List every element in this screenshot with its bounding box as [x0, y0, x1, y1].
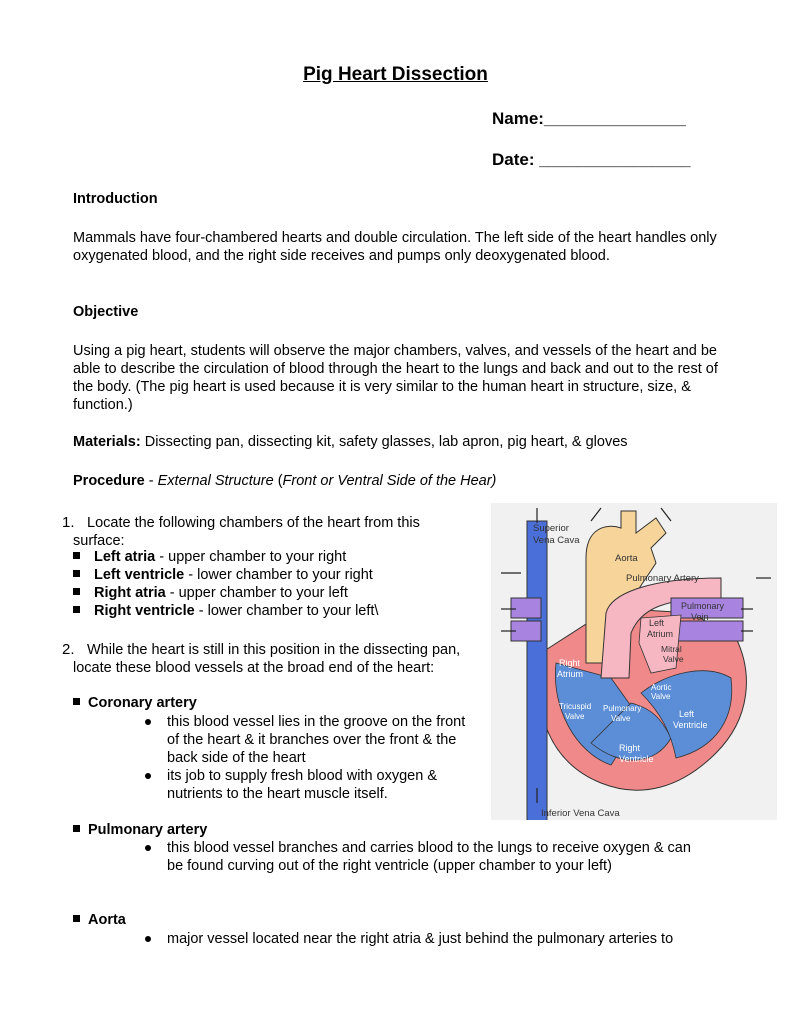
square-bullet-icon: [73, 698, 80, 705]
bullet-dot-icon: [145, 845, 151, 851]
item-desc: - upper chamber to your left: [165, 585, 348, 601]
list-item: [73, 566, 373, 584]
square-bullet-icon: [73, 606, 80, 613]
item-term: Aorta: [88, 912, 126, 928]
coronary-artery-item: [73, 694, 197, 712]
square-bullet-icon: [73, 570, 80, 577]
label-superior-vena-cava-2: Vena Cava: [533, 535, 580, 546]
materials-text: Dissecting pan, dissecting kit, safety glasses, lab apron, pig heart, & gloves: [140, 434, 628, 450]
label-pulmonary-valve-2: Valve: [611, 714, 631, 723]
bullet-text: its job to supply fresh blood with oxygen & nutrients to the heart muscle itself.: [167, 768, 438, 802]
label-pulmonary-valve: Pulmonary: [603, 704, 642, 713]
bullet-dot-icon: [145, 719, 151, 725]
label-pulmonary-vein-2: Vein: [691, 612, 709, 622]
label-mitral-valve: Mitral: [661, 644, 682, 654]
label-left-ventricle-2: Ventricle: [673, 720, 708, 730]
bullet-text: this blood vessel branches and carries blood to the lungs to receive oxygen & can be found curving out of the right ventricle (upper chamber to your left): [167, 840, 691, 874]
coronary-bullet-2: [167, 767, 457, 803]
procedure-paren: (: [273, 473, 283, 489]
label-left-atrium-2: Atrium: [647, 629, 674, 639]
square-bullet-icon: [73, 588, 80, 595]
list-item: [73, 548, 346, 566]
procedure-side: Front or Ventral Side of the Hear): [282, 473, 497, 489]
label-tricuspid-valve-2: Valve: [565, 712, 585, 721]
label-aortic-valve-2: Valve: [651, 692, 671, 701]
introduction-text: Mammals have four-chambered hearts and double circulation. The left side of the heart handles only oxygenated blood, and the right side receives and pumps only deoxygenated blood.: [73, 230, 717, 264]
label-pulmonary-vein: Pulmonary: [681, 601, 725, 611]
step2-number: 2.: [62, 641, 75, 658]
step2-text: While the heart is still in this position in the dissecting pan, locate these blood vessels at the broad end of the heart:: [73, 642, 461, 676]
aorta-bullet-1: [167, 930, 727, 948]
label-right-ventricle-2: Ventricle: [619, 754, 654, 764]
pulmonary-vein-right-bottom: [671, 621, 743, 641]
label-right-ventricle: Right: [619, 743, 641, 753]
item-term: Pulmonary artery: [88, 822, 208, 838]
step1-text: Locate the following chambers of the heart from this surface:: [73, 515, 420, 549]
step1-number: 1.: [62, 514, 75, 531]
procedure-dash: -: [144, 473, 158, 489]
introduction-heading: Introduction: [73, 191, 158, 207]
page-title: Pig Heart Dissection: [303, 64, 488, 85]
pulmonary-vein-left-top: [511, 598, 541, 618]
label-pulmonary-artery: Pulmonary Artery: [626, 573, 699, 584]
list-item: [73, 602, 378, 620]
list-item: [73, 584, 348, 602]
item-term: Right atria: [94, 585, 166, 601]
item-desc: - lower chamber to your right: [184, 567, 373, 583]
label-left-atrium: Left: [649, 618, 665, 628]
procedure-line: [73, 472, 496, 490]
materials-label: Materials:: [73, 434, 141, 450]
square-bullet-icon: [73, 552, 80, 559]
objective-text: Using a pig heart, students will observe the major chambers, valves, and vessels of the heart and be able to describe the circulation of blood through the heart to the lungs and back and out to the rest of the body. (The pig heart is used because it is very similar to the human heart in structure, size, & function.): [73, 343, 718, 413]
label-aorta: Aorta: [615, 553, 638, 564]
date-field: Date: ________________: [492, 150, 691, 169]
pulmonary-bullet-1: [167, 839, 707, 875]
label-right-atrium: Right: [559, 658, 581, 668]
materials-line: [73, 433, 628, 451]
item-desc: - lower chamber to your left\: [194, 603, 379, 619]
procedure-subtitle: External Structure: [157, 473, 274, 489]
item-term: Left ventricle: [94, 567, 185, 583]
item-term: Left atria: [94, 549, 156, 565]
label-left-ventricle: Left: [679, 709, 695, 719]
item-term: Right ventricle: [94, 603, 195, 619]
bullet-dot-icon: [145, 936, 151, 942]
bullet-dot-icon: [145, 773, 151, 779]
label-right-atrium-2: Atrium: [557, 669, 584, 679]
pulmonary-artery-item: [73, 821, 207, 839]
heart-diagram: [491, 503, 777, 820]
square-bullet-icon: [73, 915, 80, 922]
aorta-item: [73, 911, 126, 929]
item-desc: - upper chamber to your right: [155, 549, 347, 565]
item-term: Coronary artery: [88, 695, 197, 711]
procedure-label: Procedure: [73, 473, 145, 489]
name-field: Name:_______________: [492, 109, 686, 128]
bullet-text: this blood vessel lies in the groove on the front of the heart & it branches over the front & the back side of the heart: [167, 714, 466, 766]
label-tricuspid-valve: Tricuspid: [559, 702, 592, 711]
bullet-text: major vessel located near the right atria & just behind the pulmonary arteries to: [167, 931, 674, 947]
coronary-bullet-1: [167, 713, 477, 767]
label-inferior-vena-cava: Inferior Vena Cava: [541, 808, 620, 819]
objective-heading: Objective: [73, 304, 139, 320]
label-superior-vena-cava: Superior: [533, 523, 569, 534]
label-aortic-valve: Aortic: [651, 683, 672, 692]
label-mitral-valve-2: Valve: [663, 654, 684, 664]
vena-cava: [527, 521, 547, 820]
square-bullet-icon: [73, 825, 80, 832]
